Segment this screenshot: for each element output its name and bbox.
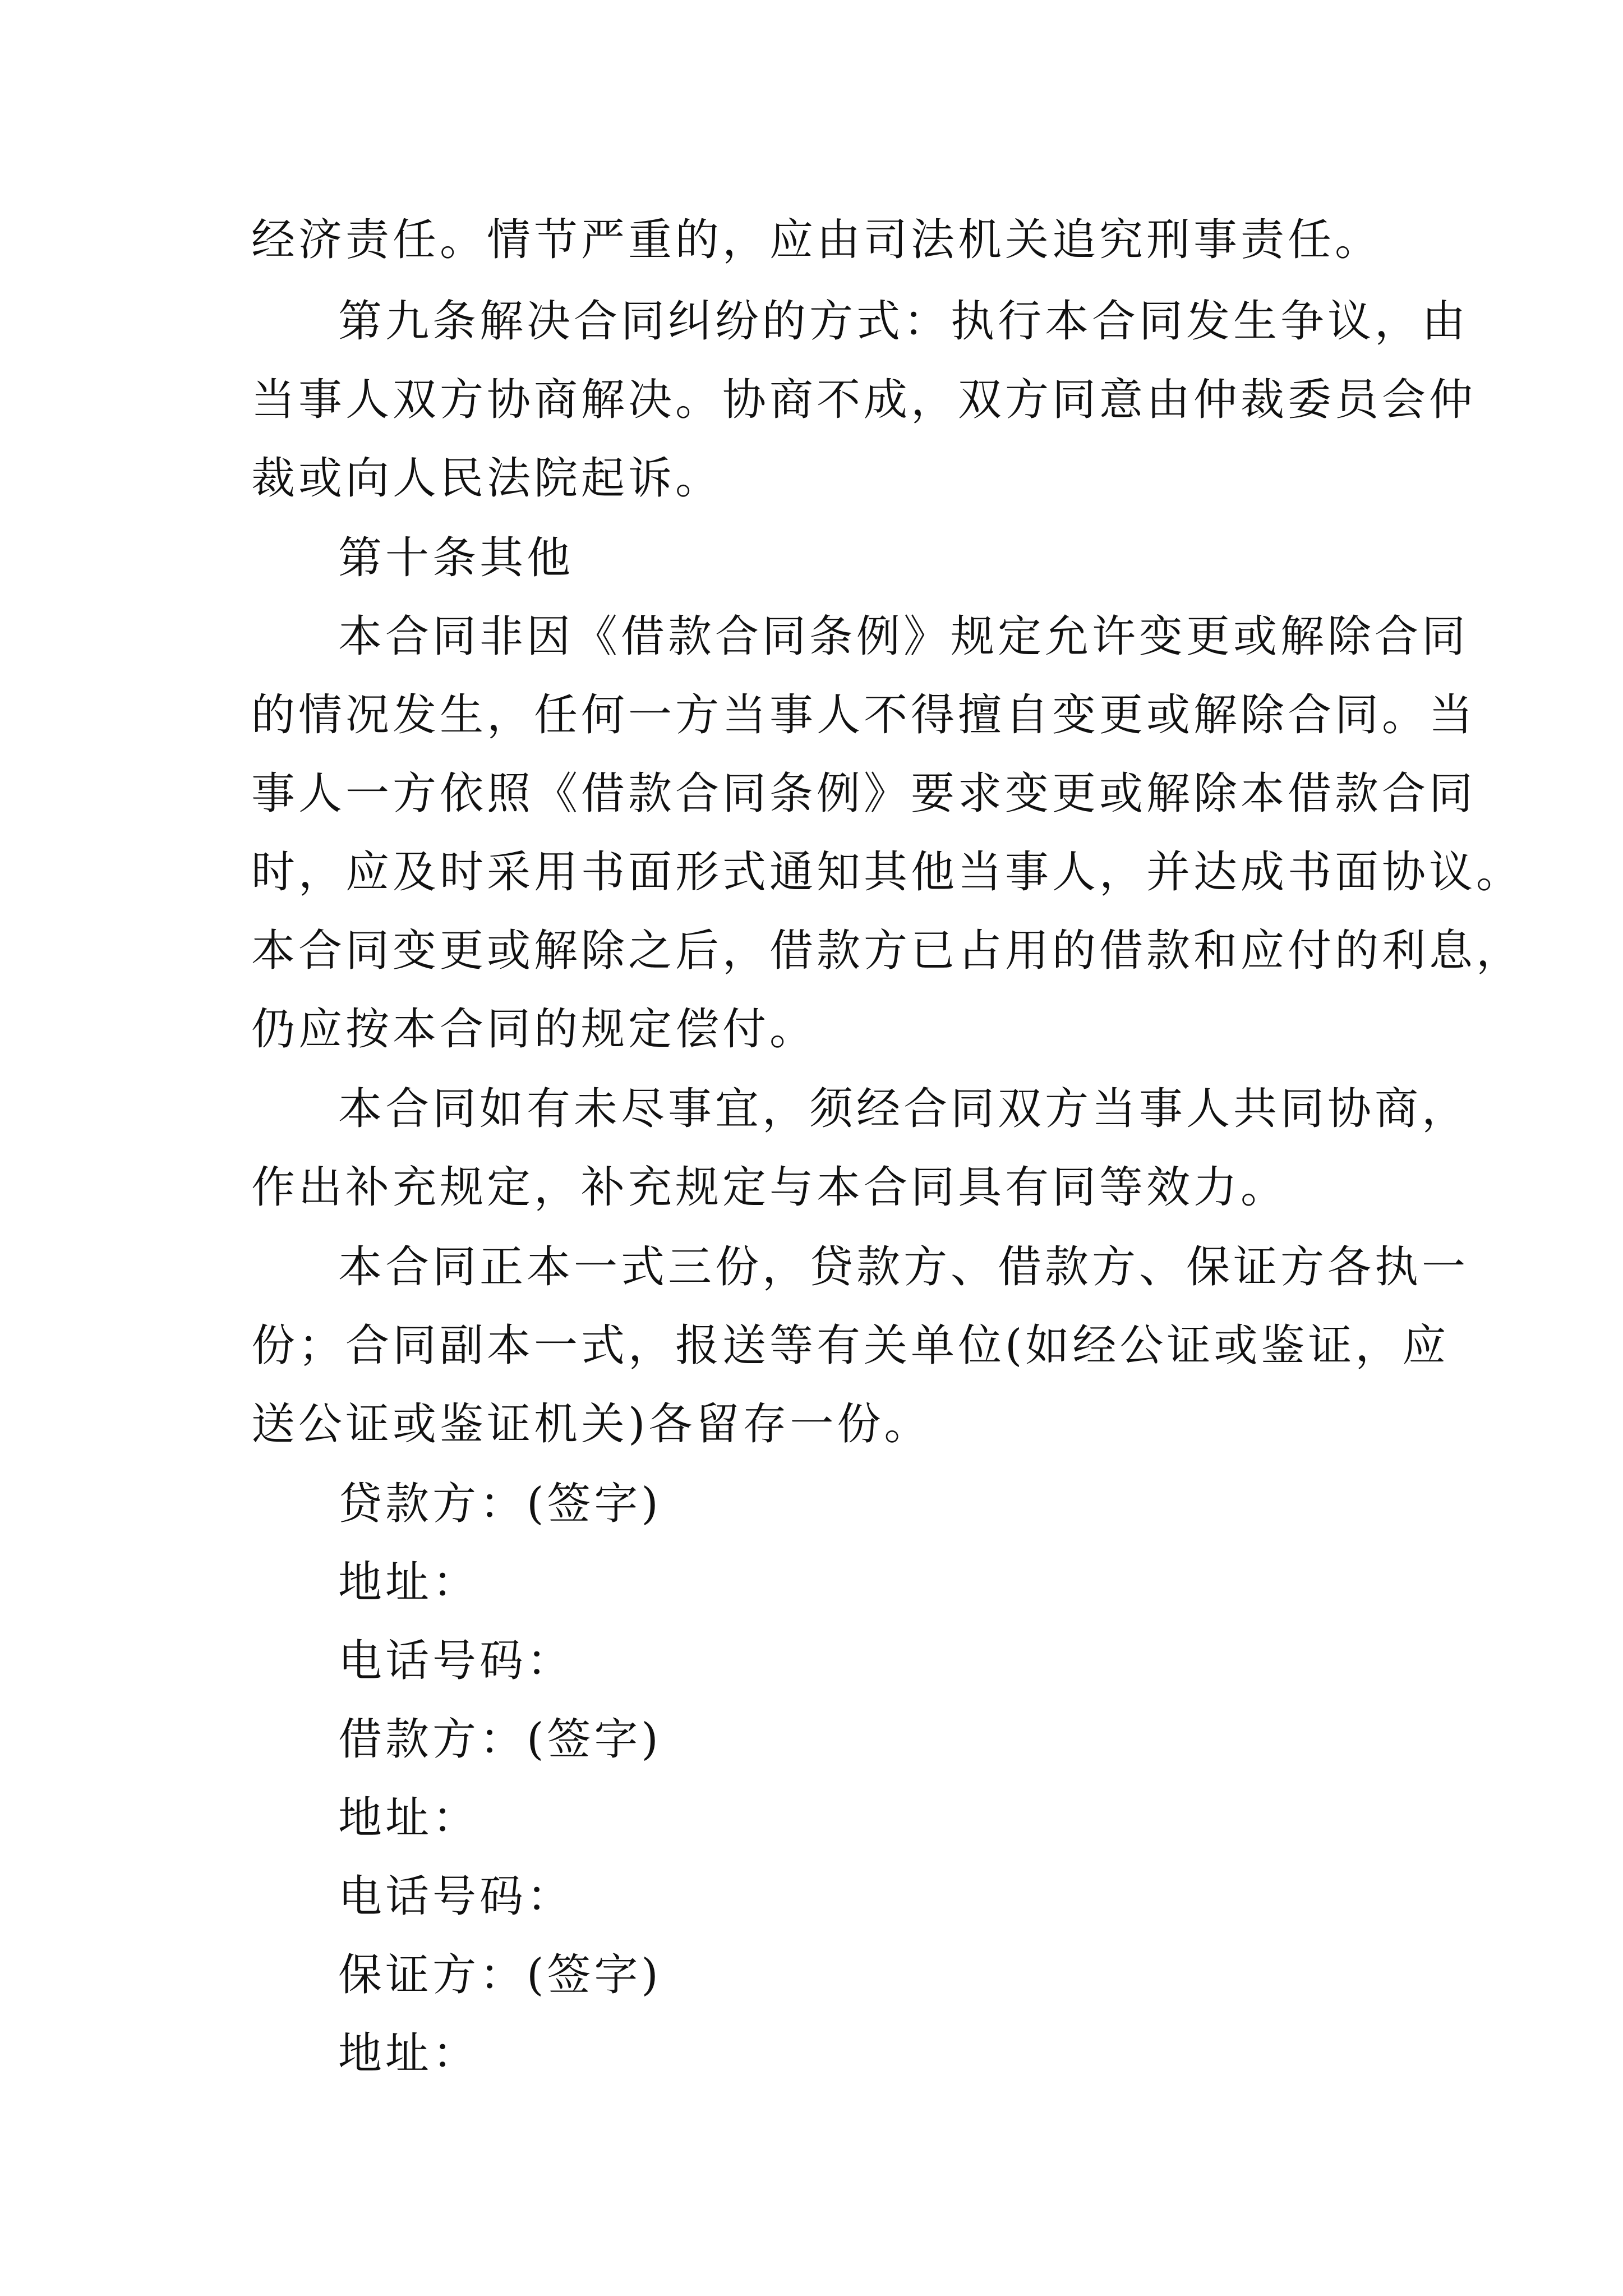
text-line-6: 本合同非因《借款合同条例》规定允许变更或解除合同 xyxy=(338,611,1469,662)
guarantor-signature-label: 保证方：(签字) xyxy=(338,1950,662,2000)
guarantor-address-label: 地址： xyxy=(338,2028,480,2079)
borrower-address-label: 地址： xyxy=(338,1793,480,1843)
text-line-4: 裁或向人民法院起诉。 xyxy=(251,453,723,504)
borrower-signature-label: 借款方：(签字) xyxy=(338,1714,662,1765)
text-line-16: 送公证或鉴证机关)各留存一份。 xyxy=(251,1399,932,1450)
text-line-12: 本合同如有未尽事宜，须经合同双方当事人共同协商， xyxy=(338,1084,1469,1134)
text-line-9: 时，应及时采用书面形式通知其他当事人，并达成书面协议。 xyxy=(251,847,1524,898)
text-line-1: 经济责任。情节严重的，应由司法机关追究刑事责任。 xyxy=(251,215,1382,265)
article-10-heading: 第十条其他 xyxy=(338,533,574,583)
article-9-heading-line: 第九条解决合同纠纷的方式：执行本合同发生争议，由 xyxy=(338,296,1469,347)
borrower-phone-label: 电话号码： xyxy=(338,1871,574,1922)
lender-signature-label: 贷款方：(签字) xyxy=(338,1479,662,1529)
text-line-7: 的情况发生，任何一方当事人不得擅自变更或解除合同。当 xyxy=(251,690,1477,740)
text-line-3: 当事人双方协商解决。协商不成，双方同意由仲裁委员会仲 xyxy=(251,375,1477,425)
text-line-14: 本合同正本一式三份，贷款方、借款方、保证方各执一 xyxy=(338,1242,1469,1292)
text-line-8: 事人一方依照《借款合同条例》要求变更或解除本借款合同 xyxy=(251,769,1477,819)
text-line-11: 仍应按本合同的规定偿付。 xyxy=(251,1004,817,1055)
lender-address-label: 地址： xyxy=(338,1557,480,1608)
text-line-15: 份；合同副本一式，报送等有关单位(如经公证或鉴证，应 xyxy=(251,1320,1450,1371)
text-line-13: 作出补充规定，补充规定与本合同具有同等效力。 xyxy=(251,1162,1288,1213)
lender-phone-label: 电话号码： xyxy=(338,1636,574,1686)
text-line-10: 本合同变更或解除之后，借款方已占用的借款和应付的利息， xyxy=(251,926,1524,976)
